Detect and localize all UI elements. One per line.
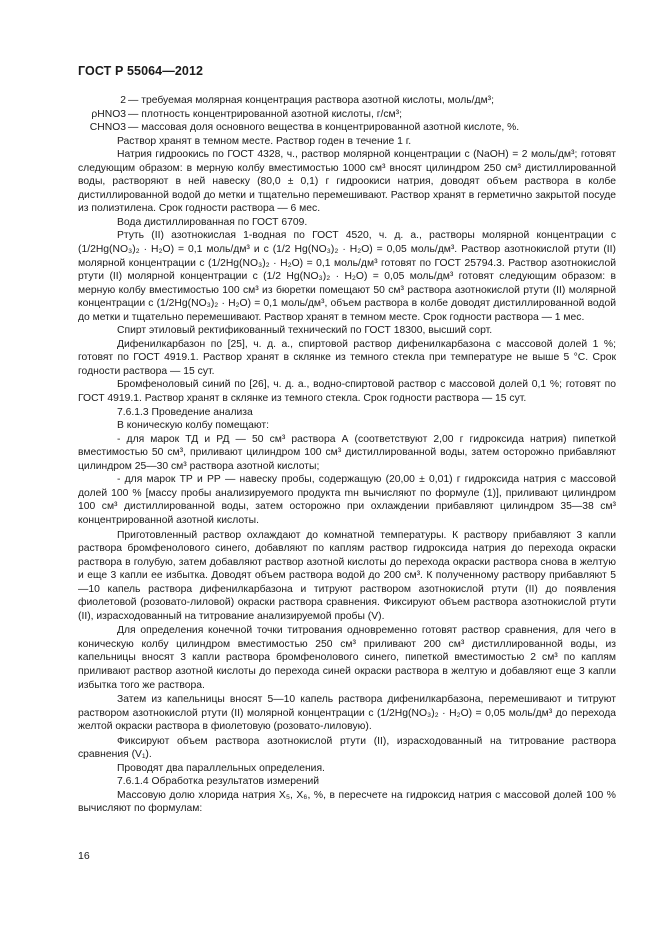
bromophenol-blue-paragraph: Бромфеноловый синий по [26], ч. д. а., водно-спиртовой раствор с массовой долей 0,1 %; готовят по ГОСТ 4919.1. Раствор хранят в склянке из темного стекла. Срок годности раствора — 15 сут.	[78, 379, 616, 405]
diphenylcarbazone-paragraph: Дифенилкарбазон по [25], ч. д. а., спиртовой раствор дифенилкарбазона с массовой долей 1 %; готовят по ГОСТ 4919.1. Раствор хранят в склянке из темного стекла при температуре не выше 5 °С. Срок годности раствора — 15 сут.	[78, 338, 616, 377]
distilled-water-paragraph: Вода дистиллированная по ГОСТ 6709.	[117, 216, 308, 228]
page-body	[78, 94, 616, 816]
sodium-hydroxide-paragraph: Натрия гидроокись по ГОСТ 4328, ч., раствор молярной концентрации c (NaOH) = 2 моль/дм³; готовят следующим образом: в мерную колбу вместимостью 1000 см³ вносят цилиндром 250 см³ дистиллированной воды, растворяют в ней навеску (80,0 ± 0,1) г гидроокиси натрия, доводят объем раствора в колбе дистиллированной водой до метки и тщательно перемешивают. Раствор хранят в герметично закрытой посуде из полиэтилена. Срок годности раствора — 6 мес.	[78, 149, 616, 215]
section-heading-analysis: 7.6.1.3 Проведение анализа	[117, 406, 253, 418]
storage-note: Раствор хранят в темном месте. Раствор годен в течение 1 г.	[117, 135, 412, 147]
titration-paragraph: Приготовленный раствор охлаждают до комнатной температуры. К раствору прибавляют 3 капли раствора бромфенолового синего, добавляют по каплям раствор гидроксида натрия до перехода окраски раствора в голубую, затем добавляют раствор азотной кислоты до перехода окраски раствора снова в желтую и еще 3 капли ее избытка. Доводят объем раствора водой до 200 см³. К полученному раствору прибавляют 5—10 капель раствора дифенилкарбазона и титруют раствором азотнокислой ртути (II) до появления фиолетовой (розовато-лиловой) окраски раствора сравнения. Фиксируют объем раствора азотнокислой ртути (II), израсходованный на титрование анализируемой пробы (V).	[78, 529, 616, 622]
diphenylcarbazone-titration-paragraph: Затем из капельницы вносят 5—10 капель раствора дифенилкарбазона, перемешивают и титруют раствором азотнокислой ртути (II) молярной концентрации c (1/2Hg(NO₃)₂ · H₂O) = 0,05 моль/дм³ до перехода желтой окраски раствора в фиолетовую (розовато-лиловую).	[78, 694, 616, 733]
definition-text: — массовая доля основного вещества в концентрированной азотной кислоте, %.	[128, 122, 520, 134]
definition-row	[78, 94, 616, 108]
flask-intro-paragraph: В коническую колбу помещают:	[117, 420, 269, 432]
definition-row	[78, 121, 616, 135]
page-number: 16	[78, 850, 90, 862]
mercury-nitrate-paragraph: Ртуть (II) азотнокислая 1-водная по ГОСТ 4520, ч. д. а., растворы молярной концентрации c (1/2Hg(NO₃)₂ · H₂O) = 0,1 моль/дм³ и c (1/2 Hg(NO₃)₂ · H₂O) = 0,05 моль/дм³. Раствор азотнокислой ртути (II) молярной концентрации c (1/2Hg(NO₃)₂ · H₂O) = 0,1 моль/дм³ готовят по ГОСТ 25794.3. Раствор азотнокислой ртути (II) молярной концентрации c (1/2 Hg(NO₃)₂ · H₂O) = 0,05 моль/дм³ готовят следующим образом: в мерную колбу вместимостью 100 см³ из бюретки помещают 50 см³ раствора азотнокислой ртути (II) молярной концентрации c (1/2Hg(NO₃)₂ · H₂O) = 0,1 моль/дм³, объем раствора в колбе доводят дистиллированной водой до метки и тщательно перемешивают. Раствор хранят в темном месте. Срок годности раствора — 1 мес.	[78, 230, 616, 323]
definition-row	[78, 108, 616, 122]
parallel-determinations-paragraph: Проводят два параллельных определения.	[117, 762, 325, 774]
definition-symbol: 2	[120, 95, 126, 106]
document-header: ГОСТ Р 55064—2012	[78, 64, 204, 78]
definition-text: — требуемая молярная концентрация раствора азотной кислоты, моль/дм³;	[128, 95, 494, 106]
ethyl-alcohol-paragraph: Спирт этиловый ректификованный технический по ГОСТ 18300, высший сорт.	[117, 325, 493, 337]
variable-definitions	[78, 94, 616, 135]
section-heading-results: 7.6.1.4 Обработка результатов измерений	[117, 776, 320, 788]
reference-solution-paragraph: Для определения конечной точки титрования одновременно готовят раствор сравнения, для чего в коническую колбу цилиндром вместимостью 250 см³ приливают 200 см³ дистиллированной воды, из капельницы вносят 3 капли раствора бромфенолового синего, пипеткой вместимостью 2 см³ по каплям приливают раствор азотной кислоты до перехода синей окраски раствора в желтую и добавляют еще 3 капли избытка того же раствора.	[78, 625, 616, 691]
grades-td-rd-item: - для марок ТД и РД — 50 см³ раствора А (соответствуют 2,00 г гидроксида натрия) пипеткой вместимостью 50 см³, приливают цилиндром 100 см³ дистиллированной воды, затем осторожно прибавляют цилиндром 25—30 см³ раствора азотной кислоты;	[78, 433, 616, 472]
grades-tr-rr-item: - для марок ТР и РР — навеску пробы, содержащую (20,00 ± 0,01) г гидроксида натрия с массовой долей 100 % [массу пробы анализируемого продукта mн вычисляют по формуле (1)], приливают цилиндром 100 см³ дистиллированной воды, затем осторожно при охлаждении прибавляют цилиндром 35—38 см³ концентрированной азотной кислоты.	[78, 474, 616, 526]
record-volume-paragraph: Фиксируют объем раствора азотнокислой ртути (II), израсходованный на титрование раствора сравнения (V₁).	[78, 735, 616, 761]
definition-symbol: ρHNO3	[91, 108, 126, 120]
mass-fraction-paragraph: Массовую долю хлорида натрия X₅, X₆, %, в пересчете на гидроксид натрия с массовой долей 100 % вычисляют по формулам:	[78, 789, 616, 815]
definition-symbol: CHNO3	[89, 122, 126, 134]
definition-text: — плотность концентрированной азотной кислоты, г/см³;	[128, 108, 402, 120]
